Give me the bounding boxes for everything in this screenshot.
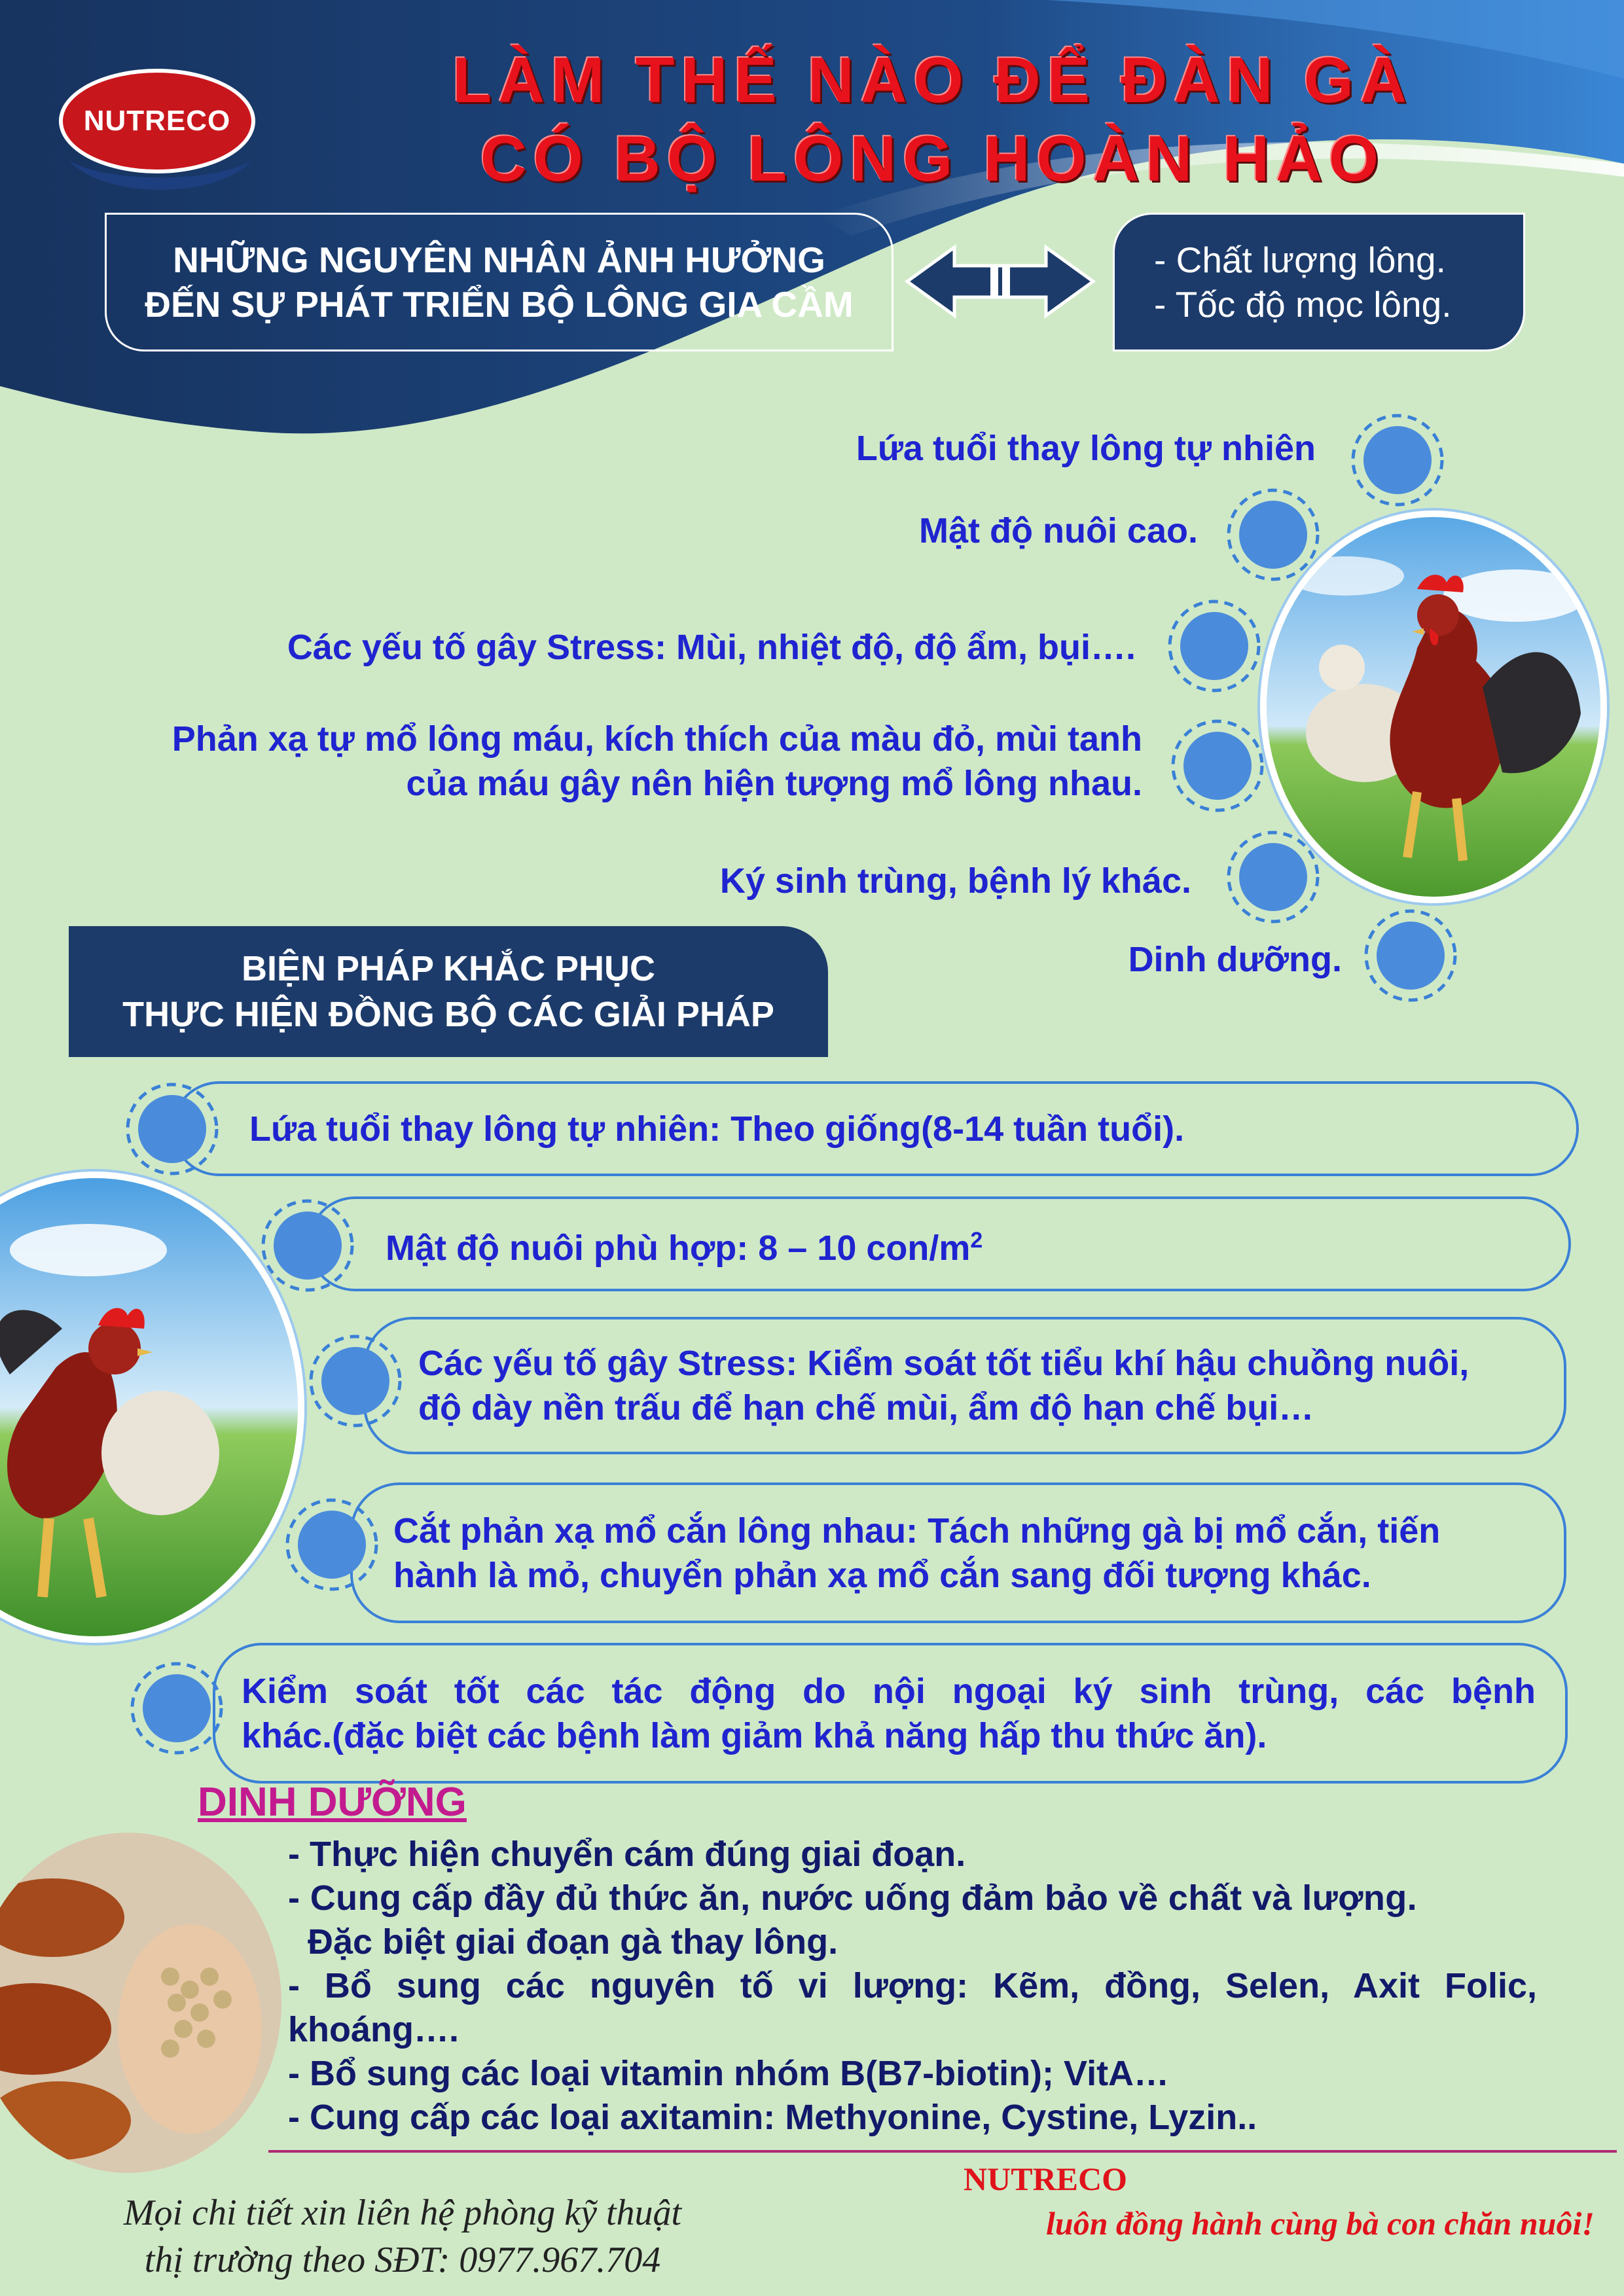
solution-item: Cắt phản xạ mổ cắn lông nhau: Tách những gà bị mổ cắn, tiến hành là mỏ, chuyển phản xạ mổ cắn sang đối tượng khác. [350, 1482, 1566, 1623]
title-line-2: CÓ BỘ LÔNG HOÀN HẢO [480, 122, 1386, 194]
nutreco-logo [59, 69, 255, 209]
quality-item-1: - Chất lượng lông. [1154, 240, 1446, 280]
nutrition-title: DINH DƯỠNG [198, 1780, 467, 1825]
bullet-circle-icon [1348, 411, 1447, 509]
nutrition-item: Đặc biệt giai đoạn gà thay lông. [288, 1922, 839, 1962]
footer-tagline: luôn đồng hành cùng bà con chăn nuôi! [1046, 2205, 1595, 2242]
nutrition-item: - Bổ sung các loại vitamin nhóm B(B7-biotin); VitA… [288, 2054, 1170, 2093]
cause-item: Các yếu tố gây Stress: Mùi, nhiệt độ, độ ẩm, bụi…. [287, 628, 1136, 667]
nutrition-list [288, 1833, 1537, 2140]
causes-heading-box [105, 213, 893, 351]
cause-item: Lứa tuổi thay lông tự nhiên [856, 429, 1316, 468]
bullet-circle-icon [306, 1332, 405, 1430]
quality-item-2: - Tốc độ mọc lông. [1154, 284, 1452, 325]
solution-item: Lứa tuổi thay lông tự nhiên: Theo giống(8-14 tuần tuổi). [171, 1081, 1579, 1176]
bullet-circle-icon [1168, 717, 1267, 815]
bullet-circle-icon [128, 1659, 226, 1757]
contact-line-2: thị trường theo SĐT: 0977.967.704 [144, 2240, 661, 2280]
footer-brand: NUTRECO [964, 2161, 1128, 2197]
nutrition-item: - Thực hiện chuyển cám đúng giai đoạn. [288, 1835, 966, 1874]
solution-item: Kiểm soát tốt các tác động do nội ngoại ký sinh trùng, các bệnh khác.(đặc biệt các bệnh làm giảm khả năng hấp thu thức ăn). [213, 1643, 1568, 1784]
logo-text: NUTRECO [83, 105, 231, 137]
solutions-heading [69, 926, 828, 1057]
double-arrow-icon [902, 242, 1098, 321]
nutrition-item: - Cung cấp các loại axitamin: Methyonine, Cystine, Lyzin.. [288, 2098, 1257, 2137]
cause-item: Mật độ nuôi cao. [919, 511, 1198, 550]
cause-item: Phản xạ tự mổ lông máu, kích thích của màu đỏ, mùi tanh của máu gây nên hiện tượng mổ lông nhau. [171, 719, 1142, 803]
bullet-circle-icon [1224, 828, 1322, 926]
chicken-feed-photo [0, 1833, 281, 2173]
nutrition-item: khoáng…. [288, 2010, 460, 2049]
solution-item: Các yếu tố gây Stress: Kiểm soát tốt tiểu khí hậu chuồng nuôi, độ dày nền trấu để hạn chế mùi, ẩm độ hạn chế bụi… [363, 1317, 1566, 1454]
logo-swoosh-icon [65, 154, 255, 206]
bullet-circle-icon [1362, 906, 1460, 1005]
feather-quality-box [1113, 213, 1525, 351]
page-title [281, 41, 1584, 198]
solution-item: Mật độ nuôi phù hợp: 8 – 10 con/$m^2$ [308, 1196, 1571, 1291]
causes-heading-line-1: NHỮNG NGUYÊN NHÂN ẢNH HƯỞNG [173, 240, 825, 280]
contact-info [98, 2189, 707, 2284]
bullet-circle-icon [259, 1196, 357, 1295]
bullet-circle-icon [1165, 597, 1263, 695]
footer-divider [268, 2150, 1617, 2153]
nutrition-item: - Cung cấp đầy đủ thức ăn, nước uống đảm bảo về chất và lượng. [288, 1878, 1418, 1918]
solutions-heading-line-1: BIỆN PHÁP KHẮC PHỤC [241, 949, 656, 988]
title-line-1: LÀM THẾ NÀO ĐỂ ĐÀN GÀ [452, 44, 1413, 116]
contact-line-1: Mọi chi tiết xin liên hệ phòng kỹ thuật [123, 2193, 682, 2233]
bullet-circle-icon [283, 1496, 381, 1594]
causes-heading-line-2: ĐẾN SỰ PHÁT TRIỂN BỘ LÔNG GIA CẦM [145, 284, 854, 325]
bullet-circle-icon [1224, 486, 1322, 584]
nutrition-item: - Bổ sung các nguyên tố vi lượng: Kẽm, đồng, Selen, Axit Folic, [288, 1966, 1537, 2005]
cause-item: Ký sinh trùng, bệnh lý khác. [719, 861, 1191, 901]
bullet-circle-icon [123, 1080, 221, 1178]
cause-item: Dinh dưỡng. [1128, 940, 1342, 979]
solutions-heading-line-2: THỰC HIỆN ĐỒNG BỘ CÁC GIẢI PHÁP [122, 995, 774, 1034]
